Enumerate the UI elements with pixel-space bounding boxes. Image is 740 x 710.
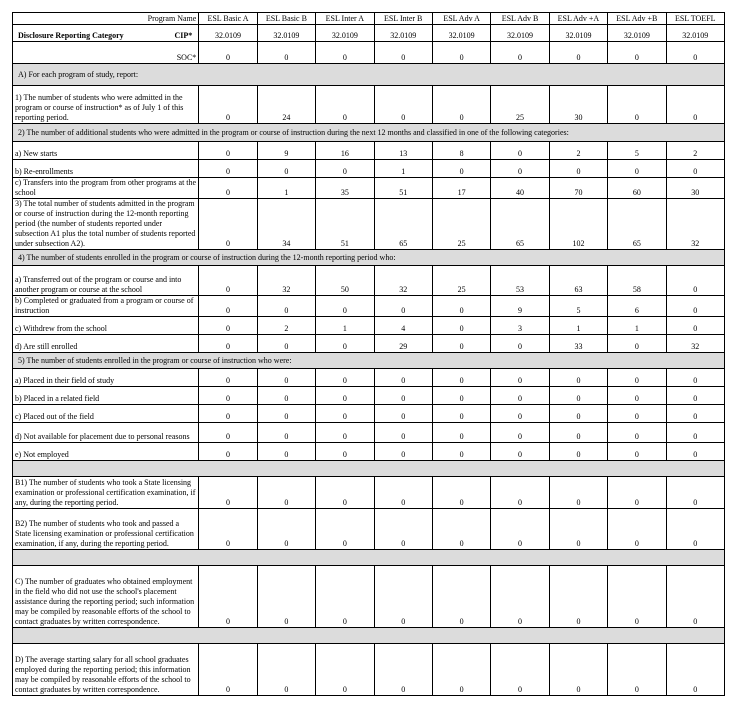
value-cell: 50 [316,266,374,296]
value-cell: 0 [199,317,257,335]
value-cell: 0 [491,477,549,509]
value-cell: 0 [432,566,490,628]
value-cell: 0 [199,296,257,317]
value-cell: 3 [491,317,549,335]
program-name-cell: ESL Inter A [316,13,374,25]
value-cell: 0 [316,443,374,461]
value-cell: 0 [666,566,724,628]
cip-cell: 32.0109 [316,25,374,42]
value-cell: 0 [257,369,315,387]
value-cell: 0 [491,160,549,178]
value-cell: 0 [374,86,432,124]
value-cell: 0 [432,509,490,550]
value-cell: 0 [316,335,374,353]
value-cell: 60 [608,178,666,199]
value-cell: 0 [549,160,607,178]
cip-label: CIP* [174,31,193,40]
value-cell: 0 [199,566,257,628]
value-cell: 65 [608,199,666,250]
value-cell: 0 [432,423,490,443]
value-cell: 0 [549,369,607,387]
value-cell: 0 [257,423,315,443]
table-row [13,477,725,509]
value-cell: 0 [666,86,724,124]
soc-cell: 0 [374,42,432,64]
value-cell: 0 [257,477,315,509]
table-row [13,644,725,696]
value-cell: 0 [199,644,257,696]
value-cell: 0 [666,405,724,423]
value-cell: 30 [666,178,724,199]
value-cell: 0 [374,644,432,696]
value-cell: 0 [549,566,607,628]
value-cell: 0 [432,644,490,696]
value-cell: 30 [549,86,607,124]
value-cell: 0 [316,509,374,550]
cip-cell: 32.0109 [666,25,724,42]
value-cell: 0 [666,317,724,335]
table-row [13,199,725,250]
section-row [13,64,725,86]
program-name-cell: ESL Adv A [432,13,490,25]
soc-cell: 0 [199,42,257,64]
value-cell: 0 [374,405,432,423]
category-label: Disclosure Reporting Category [18,31,124,40]
cip-cell: 32.0109 [549,25,607,42]
value-cell: 0 [316,477,374,509]
separator-row [13,628,725,644]
separator-cell [13,461,725,477]
value-cell: 25 [432,266,490,296]
value-cell: 0 [549,443,607,461]
program-name-cell: ESL Basic A [199,13,257,25]
value-cell: 25 [432,199,490,250]
value-cell: 0 [316,405,374,423]
value-cell: 32 [666,199,724,250]
cip-cell: 32.0109 [257,25,315,42]
soc-cell: 0 [257,42,315,64]
program-name-cell: ESL Adv +B [608,13,666,25]
value-cell: 1 [608,317,666,335]
value-cell: 29 [374,335,432,353]
value-cell: 0 [374,443,432,461]
value-cell: 0 [257,335,315,353]
row-label: C) The number of graduates who obtained employment in the field who did not use the school's placement assistance during the reporting period; such information may be compiled by reasonable efforts of the school to contact graduates by written correspondence. [13,566,199,628]
table-row [13,423,725,443]
row-label: b) Completed or graduated from a program or course of instruction [13,296,199,317]
value-cell: 0 [257,387,315,405]
value-cell: 0 [608,335,666,353]
value-cell: 0 [608,160,666,178]
value-cell: 0 [608,443,666,461]
row-label: e) Not employed [13,443,199,461]
value-cell: 0 [666,477,724,509]
value-cell: 63 [549,266,607,296]
value-cell: 1 [549,317,607,335]
row-label: d) Are still enrolled [13,335,199,353]
value-cell: 0 [491,387,549,405]
value-cell: 35 [316,178,374,199]
program-name-cell: ESL Inter B [374,13,432,25]
value-cell: 0 [491,644,549,696]
value-cell: 0 [666,423,724,443]
value-cell: 25 [491,86,549,124]
value-cell: 51 [316,199,374,250]
table-row [13,335,725,353]
value-cell: 0 [666,296,724,317]
value-cell: 1 [316,317,374,335]
soc-cell: 0 [316,42,374,64]
cip-cell: 32.0109 [199,25,257,42]
value-cell: 0 [257,160,315,178]
section-heading: 2) The number of additional students who were admitted in the program or course of instruction during the next 12 months and classified in one of the following categories: [13,124,725,142]
table-row [13,142,725,160]
value-cell: 0 [199,423,257,443]
value-cell: 33 [549,335,607,353]
value-cell: 0 [608,86,666,124]
value-cell: 0 [374,369,432,387]
value-cell: 0 [608,405,666,423]
value-cell: 16 [316,142,374,160]
value-cell: 0 [257,566,315,628]
value-cell: 0 [608,477,666,509]
value-cell: 0 [199,443,257,461]
value-cell: 0 [257,644,315,696]
soc-cell: 0 [491,42,549,64]
value-cell: 24 [257,86,315,124]
row-label: c) Withdrew from the school [13,317,199,335]
table-row [13,296,725,317]
row-label: a) Transferred out of the program or course and into another program or course at the school [13,266,199,296]
value-cell: 0 [316,369,374,387]
value-cell: 70 [549,178,607,199]
value-cell: 0 [666,387,724,405]
value-cell: 2 [666,142,724,160]
cip-cell: 32.0109 [608,25,666,42]
value-cell: 1 [257,178,315,199]
value-cell: 0 [199,369,257,387]
row-label: B2) The number of students who took and passed a State licensing examination or professional certification examination, if any, during the reporting period. [13,509,199,550]
value-cell: 0 [316,423,374,443]
value-cell: 0 [432,387,490,405]
value-cell: 0 [491,566,549,628]
value-cell: 2 [549,142,607,160]
value-cell: 0 [432,86,490,124]
row-label: 1) The number of students who were admitted in the program or course of instruction* as of July 1 of this reporting period. [13,86,199,124]
value-cell: 0 [432,369,490,387]
value-cell: 0 [549,387,607,405]
value-cell: 0 [666,644,724,696]
value-cell: 0 [316,160,374,178]
table-row [13,266,725,296]
value-cell: 32 [257,266,315,296]
cip-cell: 32.0109 [374,25,432,42]
value-cell: 0 [432,477,490,509]
value-cell: 102 [549,199,607,250]
value-cell: 53 [491,266,549,296]
value-cell: 0 [374,423,432,443]
value-cell: 0 [199,142,257,160]
section-heading: A) For each program of study, report: [13,64,725,86]
value-cell: 0 [491,142,549,160]
value-cell: 0 [257,509,315,550]
value-cell: 9 [257,142,315,160]
value-cell: 9 [491,296,549,317]
value-cell: 65 [491,199,549,250]
value-cell: 5 [549,296,607,317]
soc-label: SOC* [13,42,199,64]
program-name-cell: ESL Basic B [257,13,315,25]
value-cell: 0 [316,86,374,124]
table-row [13,443,725,461]
value-cell: 0 [432,335,490,353]
category-header [13,25,199,42]
value-cell: 0 [666,443,724,461]
soc-cell: 0 [549,42,607,64]
value-cell: 0 [432,296,490,317]
separator-row [13,461,725,477]
separator-row [13,550,725,566]
value-cell: 0 [608,644,666,696]
table-row [13,509,725,550]
value-cell: 0 [199,509,257,550]
cip-row [13,25,725,42]
section-heading: 5) The number of students enrolled in the program or course of instruction who were: [13,353,725,369]
value-cell: 0 [491,369,549,387]
soc-row [13,42,725,64]
value-cell: 0 [316,296,374,317]
row-label: D) The average starting salary for all school graduates employed during the reporting period; this information may be compiled by reasonable efforts of the school to contact graduates by written correspondence. [13,644,199,696]
value-cell: 58 [608,266,666,296]
value-cell: 0 [491,443,549,461]
value-cell: 0 [666,160,724,178]
value-cell: 65 [374,199,432,250]
value-cell: 0 [199,266,257,296]
value-cell: 0 [199,199,257,250]
value-cell: 0 [608,423,666,443]
value-cell: 0 [374,387,432,405]
value-cell: 34 [257,199,315,250]
soc-cell: 0 [666,42,724,64]
soc-cell: 0 [432,42,490,64]
cip-cell: 32.0109 [491,25,549,42]
value-cell: 0 [257,443,315,461]
value-cell: 4 [374,317,432,335]
value-cell: 8 [432,142,490,160]
value-cell: 0 [374,477,432,509]
program-name-cell: ESL Adv B [491,13,549,25]
row-label: a) New starts [13,142,199,160]
separator-cell [13,628,725,644]
row-label: c) Transfers into the program from other programs at the school [13,178,199,199]
value-cell: 32 [374,266,432,296]
value-cell: 0 [549,644,607,696]
value-cell: 40 [491,178,549,199]
value-cell: 0 [199,405,257,423]
value-cell: 0 [374,509,432,550]
row-label: 3) The total number of students admitted in the program or course of instruction during the 12-month reporting period (the number of students reported under subsection A1 plus the total number of students reported under subsection A2). [13,199,199,250]
value-cell: 0 [257,405,315,423]
row-label: B1) The number of students who took a State licensing examination or professional certification examination, if any, during the reporting period. [13,477,199,509]
value-cell: 17 [432,178,490,199]
row-label: d) Not available for placement due to personal reasons [13,423,199,443]
value-cell: 0 [199,335,257,353]
value-cell: 0 [608,509,666,550]
value-cell: 0 [432,405,490,423]
value-cell: 0 [199,477,257,509]
value-cell: 0 [608,387,666,405]
soc-cell: 0 [608,42,666,64]
value-cell: 0 [666,509,724,550]
table-row [13,387,725,405]
section-row [13,250,725,266]
value-cell: 0 [549,423,607,443]
row-label: b) Placed in a related field [13,387,199,405]
value-cell: 6 [608,296,666,317]
table-row [13,160,725,178]
section-heading: 4) The number of students enrolled in the program or course of instruction during the 12-month reporting period who: [13,250,725,266]
value-cell: 0 [549,509,607,550]
program-name-cell: ESL Adv +A [549,13,607,25]
value-cell: 0 [374,566,432,628]
separator-cell [13,550,725,566]
program-name-row [13,13,725,25]
value-cell: 0 [374,296,432,317]
value-cell: 0 [257,296,315,317]
value-cell: 0 [432,443,490,461]
table-body [13,13,725,696]
value-cell: 0 [199,86,257,124]
value-cell: 0 [316,566,374,628]
table-row [13,178,725,199]
value-cell: 0 [316,387,374,405]
cip-cell: 32.0109 [432,25,490,42]
table-row [13,566,725,628]
value-cell: 0 [199,160,257,178]
value-cell: 0 [199,178,257,199]
value-cell: 0 [432,160,490,178]
row-label: c) Placed out of the field [13,405,199,423]
section-row [13,353,725,369]
section-row [13,124,725,142]
value-cell: 0 [491,335,549,353]
value-cell: 2 [257,317,315,335]
value-cell: 0 [666,266,724,296]
value-cell: 0 [491,405,549,423]
value-cell: 51 [374,178,432,199]
value-cell: 5 [608,142,666,160]
row-label: a) Placed in their field of study [13,369,199,387]
value-cell: 0 [608,369,666,387]
value-cell: 0 [608,566,666,628]
program-name-label: Program Name [13,13,199,25]
value-cell: 0 [199,387,257,405]
value-cell: 13 [374,142,432,160]
value-cell: 0 [549,405,607,423]
table-row [13,86,725,124]
disclosure-table [12,12,725,696]
value-cell: 0 [549,477,607,509]
program-name-cell: ESL TOEFL [666,13,724,25]
table-row [13,369,725,387]
value-cell: 0 [432,317,490,335]
value-cell: 0 [316,644,374,696]
value-cell: 32 [666,335,724,353]
value-cell: 1 [374,160,432,178]
value-cell: 0 [491,509,549,550]
table-row [13,405,725,423]
table-row [13,317,725,335]
value-cell: 0 [666,369,724,387]
value-cell: 0 [491,423,549,443]
row-label: b) Re-enrollments [13,160,199,178]
